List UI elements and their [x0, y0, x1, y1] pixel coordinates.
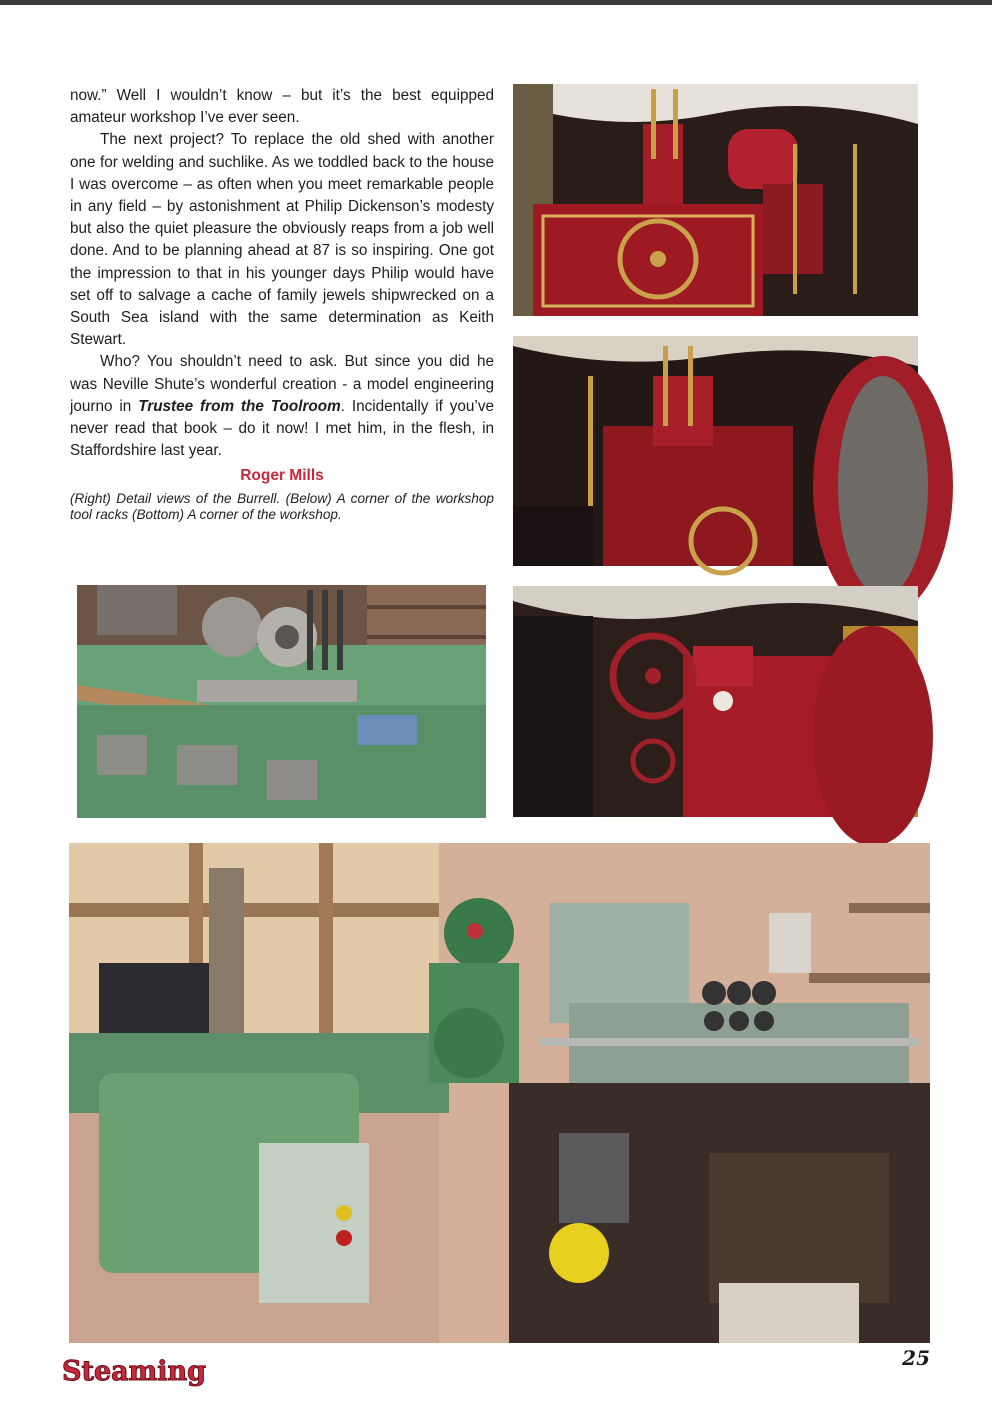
burrell-detail-photo-1 — [513, 84, 918, 316]
page-top-border — [0, 0, 992, 5]
steaming-logo — [62, 1350, 206, 1390]
paragraph — [70, 351, 494, 462]
tool-racks-photo — [77, 585, 486, 818]
page-number: 25 — [902, 1346, 930, 1370]
paragraph-text: . Incidentally if you’ve never read that book – do it now! I met him, in the flesh, in Staffordshire last year. — [70, 397, 494, 460]
logo-text: Steaming — [62, 1356, 206, 1387]
burrell-detail-photo-2 — [513, 336, 918, 566]
book-title: Trustee from the Toolroom — [138, 397, 341, 415]
paragraph-text: Who? You shouldn’t need to ask. But since you did he was Neville Shute’s wonderful creation - a model engineering journo in — [70, 353, 494, 415]
paragraph: now.” Well I wouldn’t know – but it’s the best equipped amateur workshop I’ve ever seen. — [70, 87, 494, 127]
workshop-corner-photo — [69, 843, 930, 1343]
article-text-column — [70, 85, 494, 523]
author-byline: Roger Mills — [240, 467, 324, 485]
burrell-detail-photo-3 — [513, 586, 918, 817]
paragraph: The next project? To replace the old shed with another one for welding and suchlike. As we toddled back to the house I was overcome – as often when you meet remarkable people in any field – by astonishment at Philip Dickenson’s modesty but also the quiet pleasure the obviously reaps from a job well done. And to be planning ahead at 87 is so inspiring. One got the impression to that in his younger days Philip would have set off to salvage a cache of family jewels shipwrecked on a South Sea island with the same determination as Keith Stewart. — [70, 131, 494, 349]
photo-caption: (Right) Detail views of the Burrell. (Below) A corner of the workshop tool racks (Bottom) A corner of the workshop. — [70, 491, 494, 523]
